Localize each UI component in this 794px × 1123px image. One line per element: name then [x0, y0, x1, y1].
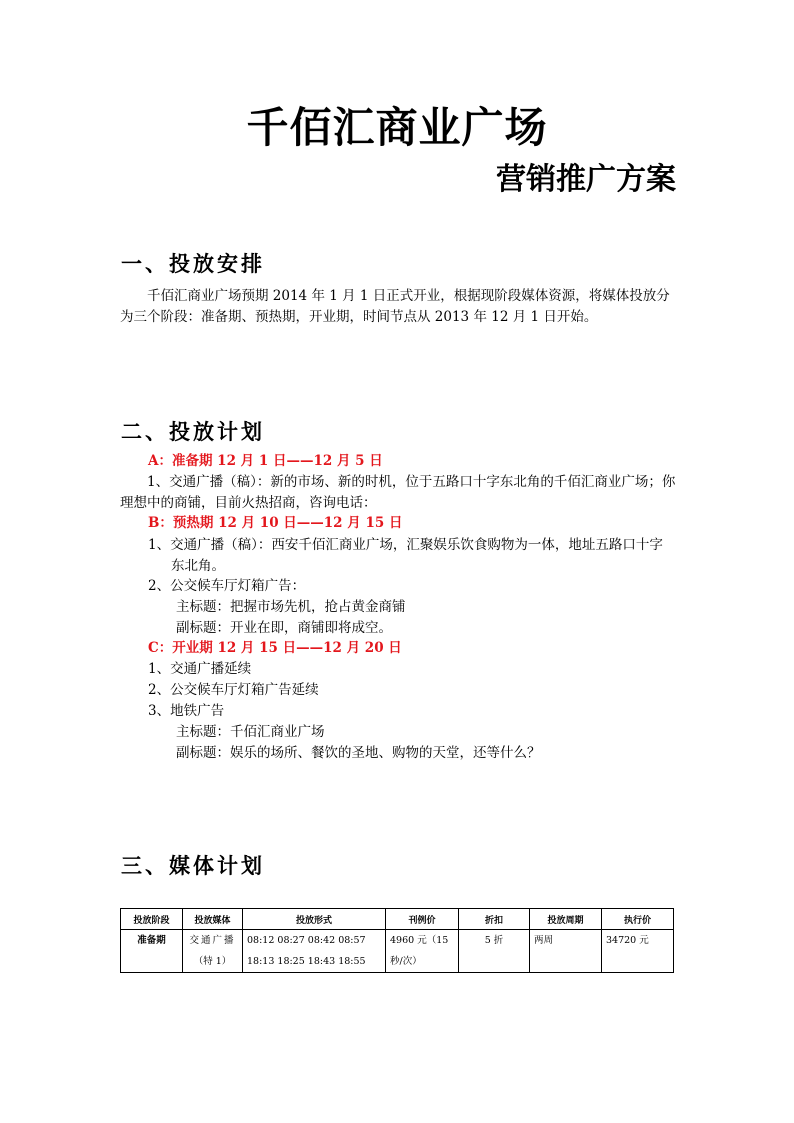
phase-b-item-2: 2、公交候车厅灯箱广告：	[148, 578, 306, 594]
media-line-1: 交通广播	[189, 935, 236, 946]
phase-b-sub-title: 副标题：开业在即，商铺即将成空。	[176, 620, 392, 636]
phase-c-item-1: 1、交通广播延续	[148, 661, 252, 677]
phase-c-sub-title: 副标题：娱乐的场所、餐饮的圣地、购物的天堂，还等什么？	[176, 745, 541, 761]
media-cell	[183, 930, 243, 973]
phase-c-item-2: 2、公交候车厅灯箱广告延续	[148, 682, 319, 698]
table-header-cell: 执行价	[602, 909, 674, 930]
section-heading-placement: 一、投放安排	[121, 251, 265, 276]
table-header-row	[121, 909, 674, 930]
table-header-cell: 投放周期	[530, 909, 602, 930]
exec-price-cell: 34720 元	[602, 930, 674, 973]
phase-c-title: C：开业期 12 月 15 日——12 月 20 日	[148, 640, 402, 656]
section-heading-media: 三、媒体计划	[121, 853, 265, 878]
document-title: 千佰汇商业广场	[246, 103, 548, 152]
table-header-cell: 刊例价	[386, 909, 459, 930]
phase-b-main-title: 主标题：把握市场先机，抢占黄金商铺	[176, 599, 406, 615]
table-row	[121, 930, 674, 973]
price-line-1: 4960 元（15	[390, 935, 449, 946]
table-header-cell: 折扣	[459, 909, 530, 930]
discount-cell: 5 折	[459, 930, 530, 973]
phase-c-main-title: 主标题：千佰汇商业广场	[176, 724, 325, 740]
form-line-1: 08:12 08:27 08:42 08:57	[247, 935, 366, 946]
phase-b-item-1: 1、交通广播（稿）：西安千佰汇商业广场，汇聚娱乐饮食购物为一体，地址五路口十字东北角。	[148, 537, 663, 574]
price-line-2: 秒/次）	[390, 956, 422, 967]
media-line-2: （特 1）	[193, 956, 232, 967]
document-subtitle: 营销推广方案	[496, 162, 676, 197]
phase-b-title: B：预热期 12 月 10 日——12 月 15 日	[148, 515, 403, 531]
media-plan-table	[120, 908, 674, 973]
phase-a-title: A：准备期 12 月 1 日——12 月 5 日	[148, 453, 383, 469]
section-heading-plan: 二、投放计划	[121, 419, 265, 444]
form-cell	[243, 930, 386, 973]
table-header-cell: 投放阶段	[121, 909, 183, 930]
period-cell: 两周	[530, 930, 602, 973]
table-header-cell: 投放媒体	[183, 909, 243, 930]
price-cell	[386, 930, 459, 973]
table-header-cell: 投放形式	[243, 909, 386, 930]
stage-cell: 准备期	[121, 930, 183, 973]
form-line-2: 18:13 18:25 18:43 18:55	[247, 956, 366, 967]
placement-paragraph: 千佰汇商业广场预期 2014 年 1 月 1 日正式开业，根据现阶段媒体资源，将媒体投放分为三个阶段：准备期、预热期，开业期，时间节点从 2013 年 12 月 1 日开始。	[120, 288, 670, 325]
phase-a-item-1: 1、交通广播（稿）：新的市场、新的时机，位于五路口十字东北角的千佰汇商业广场；你理想中的商铺，目前火热招商，咨询电话：	[120, 474, 676, 511]
phase-c-item-3: 3、地铁广告	[148, 703, 225, 719]
